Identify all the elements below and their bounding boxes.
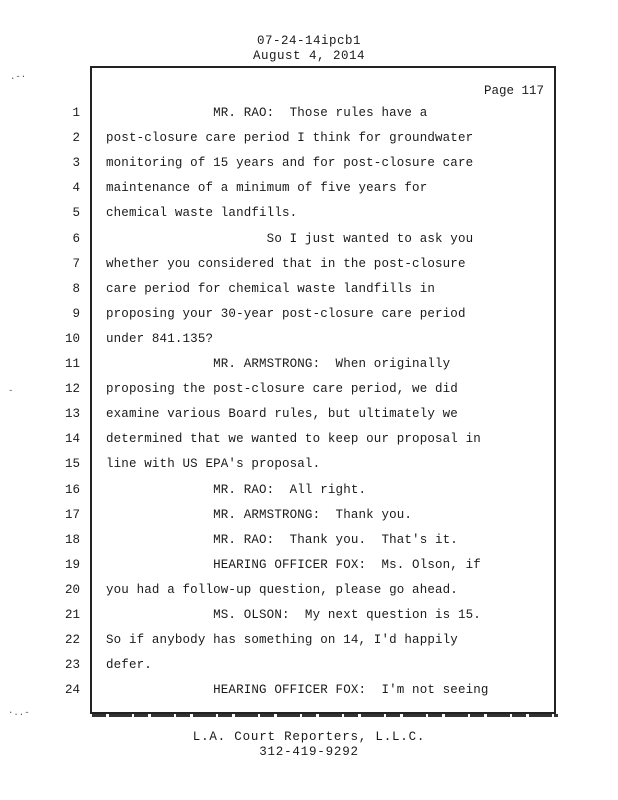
- line-number: 1: [72, 106, 80, 120]
- line-number: 11: [64, 357, 80, 371]
- line-number: 18: [64, 533, 80, 547]
- transcript-line-text: chemical waste landfills.: [106, 206, 298, 220]
- transcript-line-text: So if anybody has something on 14, I'd happily: [106, 633, 458, 647]
- line-number: 13: [64, 407, 80, 421]
- transcript-line-text: MR. ARMSTRONG: When originally: [106, 357, 451, 371]
- line-number: 8: [72, 282, 80, 296]
- transcript-line-text: So I just wanted to ask you: [106, 232, 474, 246]
- line-number: 2: [72, 131, 80, 145]
- transcript-line-text: maintenance of a minimum of five years for: [106, 181, 428, 195]
- transcript-line-text: post-closure care period I think for groundwater: [106, 131, 474, 145]
- line-number: 22: [64, 633, 80, 647]
- line-number: 9: [72, 307, 80, 321]
- transcript-line-text: proposing the post-closure care period, we did: [106, 382, 458, 396]
- transcript-line-text: under 841.135?: [106, 332, 214, 346]
- line-number: 19: [64, 558, 80, 572]
- margin-mark: ·..-: [8, 708, 30, 718]
- line-number: 7: [72, 257, 80, 271]
- transcript-line-text: MR. RAO: Thank you. That's it.: [106, 533, 458, 547]
- transcript-line-text: MR. RAO: Those rules have a: [106, 106, 428, 120]
- line-number: 17: [64, 508, 80, 522]
- transcript-line-text: MS. OLSON: My next question is 15.: [106, 608, 481, 622]
- line-number: 23: [64, 658, 80, 672]
- line-number: 4: [72, 181, 80, 195]
- page-number: Page 117: [483, 84, 544, 98]
- transcript-line-text: HEARING OFFICER FOX: I'm not seeing: [106, 683, 489, 697]
- transcript-line-text: line with US EPA's proposal.: [106, 457, 321, 471]
- line-number: 3: [72, 156, 80, 170]
- transcript-line-text: HEARING OFFICER FOX: Ms. Olson, if: [106, 558, 481, 572]
- transcript-line-text: monitoring of 15 years and for post-closure care: [106, 156, 474, 170]
- transcript-line-text: care period for chemical waste landfills in: [106, 282, 436, 296]
- transcript-line-text: whether you considered that in the post-closure: [106, 257, 466, 271]
- transcript-line-text: MR. ARMSTRONG: Thank you.: [106, 508, 413, 522]
- transcript-line-text: examine various Board rules, but ultimately we: [106, 407, 458, 421]
- footer-phone: 312-419-9292: [259, 745, 359, 759]
- line-number: 20: [64, 583, 80, 597]
- line-number: 6: [72, 232, 80, 246]
- line-number: 14: [64, 432, 80, 446]
- header-case-number: 07-24-14ipcb1: [256, 34, 362, 48]
- line-number: 24: [64, 683, 80, 697]
- footer-reporter: L.A. Court Reporters, L.L.C.: [192, 730, 426, 744]
- transcript-line-text: determined that we wanted to keep our proposal in: [106, 432, 481, 446]
- transcript-line-text: you had a follow-up question, please go ahead.: [106, 583, 458, 597]
- transcript-line-text: proposing your 30-year post-closure care period: [106, 307, 466, 321]
- line-number: 12: [64, 382, 80, 396]
- line-number: 15: [64, 457, 80, 471]
- line-number: 5: [72, 206, 80, 220]
- line-number: 16: [64, 483, 80, 497]
- margin-mark: .-·: [10, 72, 27, 82]
- line-number: 10: [64, 332, 80, 346]
- margin-mark: -: [8, 386, 14, 396]
- header-date: August 4, 2014: [252, 49, 366, 63]
- transcript-line-text: defer.: [106, 658, 152, 672]
- frame-bottom-edge: [92, 714, 558, 717]
- transcript-line-text: MR. RAO: All right.: [106, 483, 367, 497]
- line-number: 21: [64, 608, 80, 622]
